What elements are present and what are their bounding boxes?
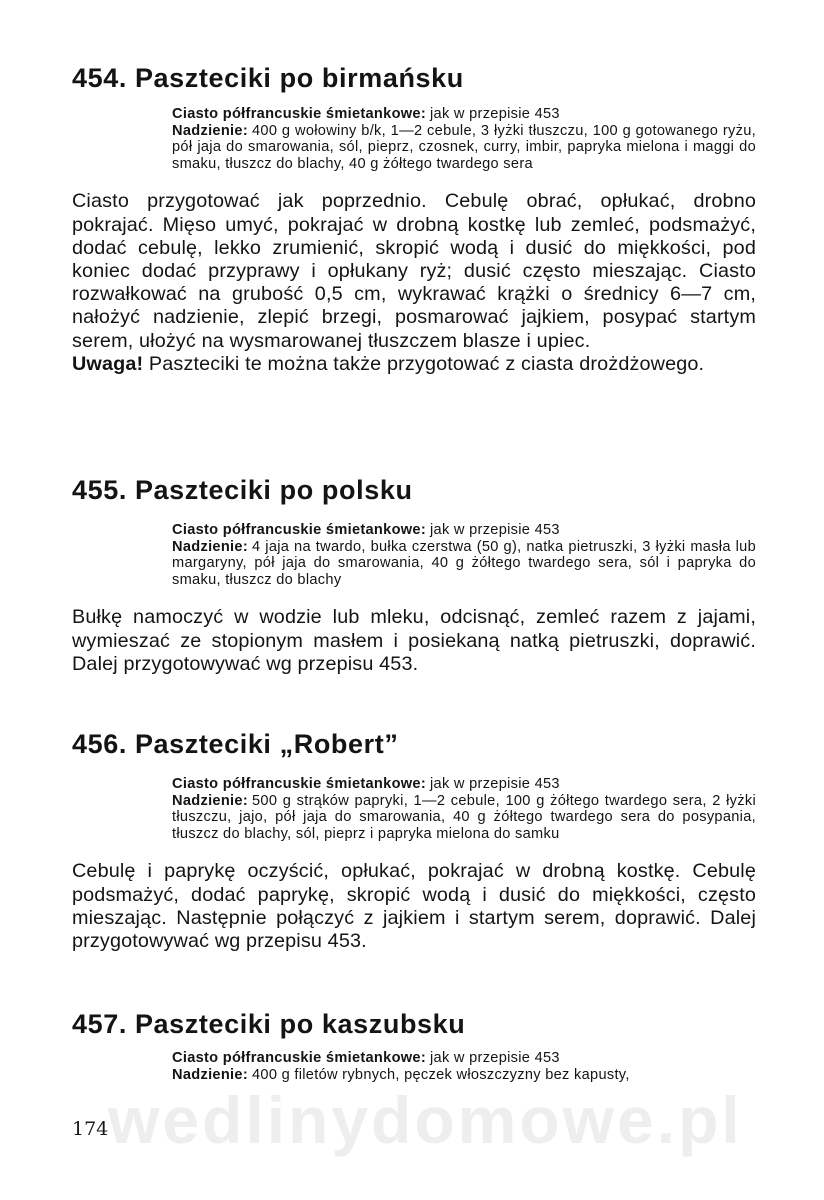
recipe-457 — [72, 1008, 762, 1083]
filling-value: 400 g filetów rybnych, pęczek włoszczyzny bez kapusty, — [251, 1066, 630, 1083]
dough-line — [172, 522, 756, 539]
note-label: Uwaga! — [72, 352, 144, 375]
recipe-name: Paszteciki po kaszubsku — [134, 1009, 466, 1039]
dough-line — [172, 106, 756, 123]
ingredients-block — [172, 106, 756, 172]
watermark: wedlinydomowe.pl — [108, 1083, 743, 1157]
recipe-name: Paszteciki po birmańsku — [134, 63, 464, 93]
dough-line — [172, 776, 756, 793]
recipe-number: 454. — [72, 63, 127, 93]
recipe-456 — [72, 728, 762, 953]
filling-value: 4 jaja na twardo, bułka czerstwa (50 g), natka pietruszki, 3 łyżki masła lub margaryny, pół jaja do smarowania, 40 g żółtego twardego sera, sól i papryka do smaku, tłuszcz do blachy — [172, 538, 756, 588]
dough-label: Ciasto półfrancuskie śmietankowe: — [172, 776, 427, 792]
filling-line — [172, 123, 756, 173]
filling-value: 400 g wołowiny b/k, 1—2 cebule, 3 łyżki tłuszczu, 100 g gotowanego ryżu, pół jaja do smarowania, sól, pieprz, czosnek, curry, imbir, papryka mielona i maggi do smaku, tłuszcz do blachy, 40 g żółtego twardego sera — [172, 122, 756, 172]
recipe-454 — [72, 62, 762, 376]
recipe-number: 457. — [72, 1009, 127, 1039]
dough-value: jak w przepisie 453 — [430, 522, 560, 538]
recipe-number: 456. — [72, 729, 127, 759]
dough-label: Ciasto półfrancuskie śmietankowe: — [172, 106, 427, 122]
filling-line — [172, 793, 756, 843]
recipe-title — [72, 62, 762, 94]
dough-value: jak w przepisie 453 — [430, 106, 560, 122]
ingredients-block — [172, 522, 756, 588]
filling-label: Nadzienie: — [172, 1066, 248, 1083]
ingredients-block — [172, 1050, 756, 1083]
recipe-number: 455. — [72, 475, 127, 505]
dough-label: Ciasto półfrancuskie śmietankowe: — [172, 1050, 427, 1066]
page-number: 174 — [72, 1118, 109, 1140]
recipe-title — [72, 1008, 762, 1040]
filling-line — [172, 1067, 756, 1084]
filling-label: Nadzienie: — [172, 122, 248, 139]
recipe-name: Paszteciki „Robert” — [134, 729, 399, 759]
note — [72, 353, 756, 376]
method-text: Cebulę i paprykę oczyścić, opłukać, pokrajać w drobną kostkę. Cebulę podsmażyć, dodać paprykę, skropić wodą i dusić do miękkości, często mieszając. Następnie połączyć z jajkiem i startym serem, doprawić. Dalej przygotowywać wg przepisu 453. — [72, 860, 756, 952]
recipe-title — [72, 474, 762, 506]
filling-label: Nadzienie: — [172, 792, 248, 809]
filling-line — [172, 539, 756, 589]
dough-value: jak w przepisie 453 — [430, 776, 560, 792]
filling-label: Nadzienie: — [172, 538, 248, 555]
recipe-name: Paszteciki po polsku — [134, 475, 413, 505]
dough-line — [172, 1050, 756, 1067]
recipe-455 — [72, 474, 762, 676]
ingredients-block — [172, 776, 756, 842]
recipe-title — [72, 728, 762, 760]
note-text: Paszteciki te można także przygotować z ciasta drożdżowego. — [148, 352, 705, 375]
filling-value: 500 g strąków papryki, 1—2 cebule, 100 g żółtego twardego sera, 2 łyżki tłuszczu, jajo, pół jaja do smarowania, 40 g żółtego twardego sera do posypania, tłuszcz do blachy, sól, pieprz i papryka mielona do samku — [172, 792, 756, 842]
method-text: Ciasto przygotować jak poprzednio. Cebulę obrać, opłukać, drobno pokrajać. Mięso umyć, pokrajać w drobną kostkę lub zemleć, podsmażyć, dodać cebulę, lekko zrumienić, skropić wodą i dusić do miękkości, pod koniec dodać przyprawy i opłukany ryż; dusić często mieszając. Ciasto rozwałkować na grubość 0,5 cm, wykrawać krążki o średnicy 6—7 cm, nałożyć nadzienie, zlepić brzegi, posmarować jajkiem, posypać startym serem, ułożyć na wysmarowanej tłuszczem blasze i upiec. — [72, 190, 756, 352]
dough-label: Ciasto półfrancuskie śmietankowe: — [172, 522, 427, 538]
method-text: Bułkę namoczyć w wodzie lub mleku, odcisnąć, zemleć razem z jajami, wymieszać ze stopionym masłem i posiekaną natką pietruszki, doprawić. Dalej przygotowywać wg przepisu 453. — [72, 606, 756, 675]
dough-value: jak w przepisie 453 — [430, 1050, 560, 1066]
